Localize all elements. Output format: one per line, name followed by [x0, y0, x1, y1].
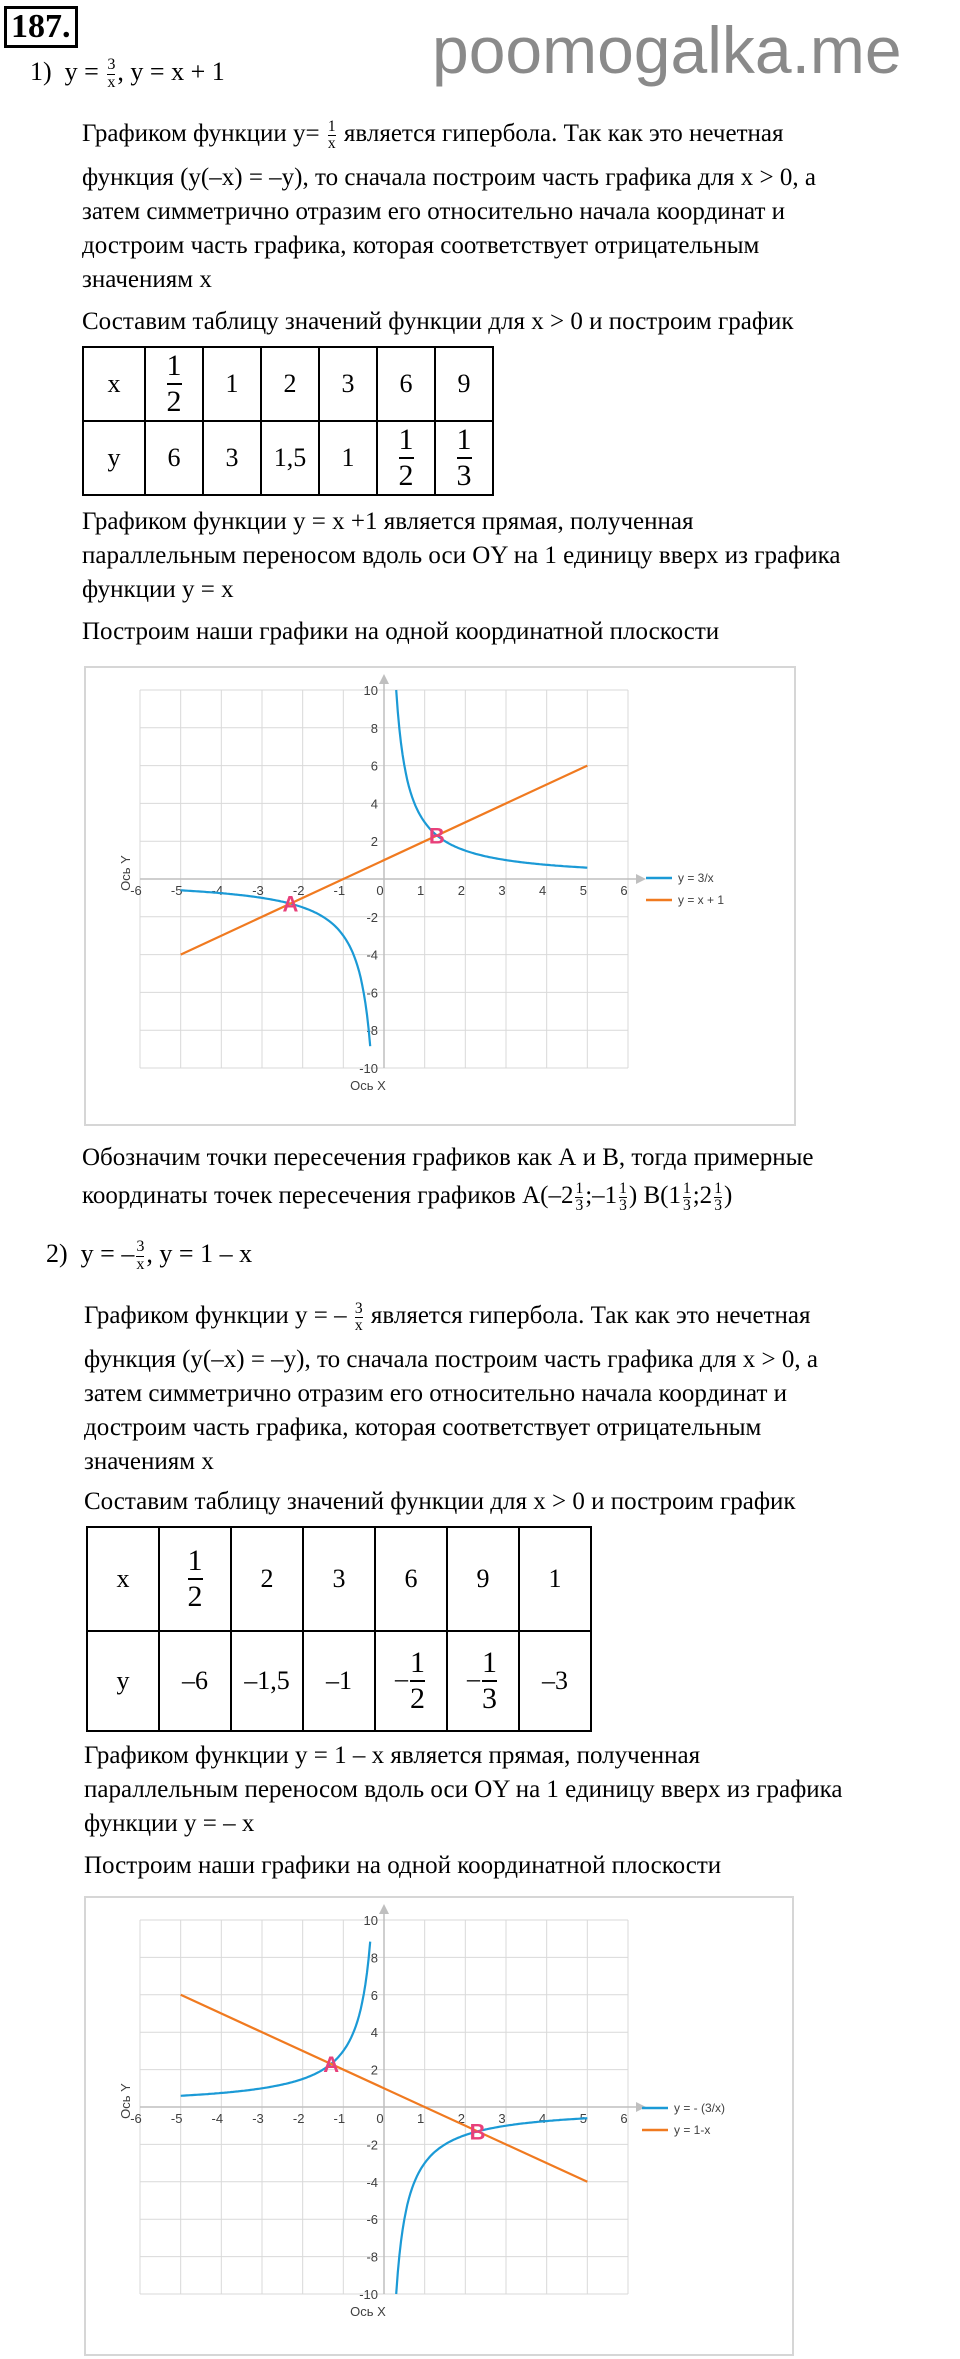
- fraction: $\frac{1}{3}$: [456, 423, 472, 492]
- table-cell: – $\frac{1}{3}$: [447, 1631, 519, 1731]
- x-axis-title: Ось X: [350, 1078, 386, 1093]
- part1-line-text: функции у = х: [82, 576, 234, 603]
- part1-plot-intro: Построим наши графики на одной координатной плоскости: [82, 618, 720, 645]
- y-axis-title: Ось Y: [118, 2083, 133, 2119]
- table-cell: 6: [145, 421, 203, 495]
- table-cell: [435, 421, 493, 495]
- part2-values-table: [86, 1526, 592, 1732]
- table-row: [87, 1631, 591, 1731]
- fraction: $\frac{3}{x}$: [354, 1300, 363, 1334]
- part1-paragraph-line: Графиком функции у= $\frac{1}{x}$ является гипербола. Так как это нечетная: [82, 118, 784, 152]
- part2-paragraph-line: функция (у(–х) = –у), то сначала построим часть графика для х > 0, а: [84, 1346, 818, 1373]
- part1-paragraph-line: функция (у(–х) = –у), то сначала построим часть графика для х > 0, а: [82, 164, 816, 191]
- table-row: [83, 421, 493, 495]
- fraction: $\frac{1}{3}$: [482, 1646, 497, 1715]
- part1-paragraph-line: достроим часть графика, которая соответствует отрицательным: [82, 232, 760, 259]
- part1-paragraph-line: значениям х: [82, 266, 212, 293]
- fraction: $\frac{1}{x}$: [327, 118, 336, 152]
- x-tick-label: 0: [376, 2111, 384, 2126]
- part2-equation: 2) y = – $\frac{3}{x}$ , y = 1 – x: [46, 1238, 253, 1273]
- y-tick-label: 4: [370, 796, 378, 812]
- y-tick-label: 8: [370, 720, 378, 736]
- x-tick-label: 2: [457, 2111, 465, 2126]
- table-cell: [159, 1527, 231, 1631]
- legend-label: y = 1-x: [674, 2123, 711, 2137]
- y-tick-label: -8: [366, 2249, 378, 2265]
- table-cell: –6: [159, 1631, 231, 1731]
- y-tick-label: -6: [366, 985, 378, 1001]
- series-line-hyperbola: [181, 890, 371, 1046]
- x-tick-label: -5: [170, 2111, 183, 2126]
- table-cell: 9: [435, 347, 493, 421]
- y-axis-title: Ось Y: [118, 855, 133, 891]
- part1-label: 1): [30, 57, 52, 86]
- table-cell: – $\frac{1}{2}$: [375, 1631, 447, 1731]
- x-axis-title: Ось X: [350, 2304, 386, 2319]
- table-cell: x: [83, 347, 145, 421]
- chart-2: [86, 1898, 792, 2354]
- table-cell: y: [83, 421, 145, 495]
- table-cell: 2: [261, 347, 319, 421]
- table-cell: 6: [377, 347, 435, 421]
- x-tick-label: 4: [539, 2111, 547, 2126]
- y-tick-label: -4: [366, 2174, 378, 2190]
- part2-paragraph-line: значениям х: [84, 1448, 214, 1475]
- y-tick-label: 10: [363, 1913, 378, 1928]
- x-tick-label: 6: [620, 883, 628, 898]
- y-tick-label: -6: [366, 2212, 378, 2228]
- table-cell: –1: [303, 1631, 375, 1731]
- x-tick-label: 4: [539, 883, 547, 898]
- table-cell: 1: [203, 347, 261, 421]
- legend-label: y = x + 1: [678, 893, 725, 907]
- fraction: $\frac{1}{3}$: [682, 1180, 691, 1214]
- x-tick-label: -5: [170, 883, 183, 898]
- table-cell: 1: [519, 1527, 591, 1631]
- x-axis-arrow-icon: [636, 874, 646, 884]
- table-cell: x: [87, 1527, 159, 1631]
- y-tick-label: 2: [370, 834, 378, 850]
- part2-paragraph-line: затем симметрично отразим его относительно начала координат и: [84, 1380, 788, 1407]
- table-cell: 1,5: [261, 421, 319, 495]
- table-cell: [145, 347, 203, 421]
- fraction: $\frac{3}{x}$: [107, 56, 116, 91]
- table-cell: 6: [375, 1527, 447, 1631]
- x-tick-label: 0: [376, 883, 384, 898]
- x-tick-label: 1: [417, 883, 425, 898]
- y-tick-label: -10: [359, 2287, 378, 2302]
- x-tick-label: -6: [130, 883, 142, 898]
- x-tick-label: 3: [498, 883, 506, 898]
- y-tick-label: 8: [370, 1950, 378, 1966]
- series-line-hyperbola: [181, 1942, 371, 2096]
- point-label: A: [282, 891, 299, 917]
- legend-label: y = - (3/x): [674, 2101, 726, 2115]
- part2-paragraph-line: достроим часть графика, которая соответствует отрицательным: [84, 1414, 762, 1441]
- part1-paragraph-line: затем симметрично отразим его относительно начала координат и: [82, 198, 786, 225]
- y-tick-label: -4: [366, 947, 378, 963]
- fraction: $\frac{1}{3}$: [575, 1180, 584, 1214]
- x-tick-label: 2: [457, 883, 465, 898]
- part2-label: 2): [46, 1239, 68, 1268]
- x-tick-label: -1: [333, 883, 346, 898]
- x-tick-label: -3: [252, 2111, 264, 2126]
- part1-line-text: Графиком функции у = х +1 является прямая, полученная: [82, 508, 694, 535]
- x-tick-label: -2: [292, 883, 305, 898]
- y-tick-label: -2: [366, 909, 378, 925]
- fraction: $\frac{1}{2}$: [410, 1646, 425, 1715]
- part1-conclusion-coords: координаты точек пересечения графиков А(–2 $\frac{1}{3}$ ;–1 $\frac{1}{3}$ ) В(1 $\frac{1}{3}$ ;2 $\frac{1}{3}$ ): [82, 1180, 733, 1214]
- part2-line-text: параллельным переносом вдоль оси OY на 1 единицу вверх из графика: [84, 1776, 843, 1803]
- chart-2-frame: [84, 1896, 794, 2356]
- x-tick-label: -1: [333, 2111, 346, 2126]
- part1-equation: 1) y = $\frac{3}{x}$ , y = x + 1: [30, 56, 225, 91]
- x-tick-label: 5: [579, 883, 587, 898]
- point-label: B: [428, 823, 445, 849]
- legend-label: y = 3/x: [678, 871, 714, 885]
- x-tick-label: -4: [211, 2111, 224, 2126]
- fraction: $\frac{1}{2}$: [398, 423, 414, 492]
- y-tick-label: 6: [370, 758, 378, 774]
- y-tick-label: -8: [366, 1023, 378, 1039]
- y-axis-arrow-icon: [379, 674, 389, 684]
- fraction: $\frac{3}{x}$: [136, 1238, 145, 1273]
- fraction: $\frac{1}{3}$: [619, 1180, 627, 1214]
- part2-line-text: функции у = – х: [84, 1810, 255, 1837]
- fraction: $\frac{1}{3}$: [714, 1180, 722, 1214]
- fraction: $\frac{1}{2}$: [187, 1544, 203, 1613]
- part2-table-intro: Составим таблицу значений функции для х > 0 и построим график: [84, 1488, 796, 1515]
- table-cell: 1: [319, 421, 377, 495]
- y-tick-label: 2: [370, 2062, 378, 2078]
- point-label: A: [323, 2051, 340, 2077]
- fraction: $\frac{1}{2}$: [166, 349, 182, 418]
- x-tick-label: -6: [130, 2111, 142, 2126]
- x-tick-label: -4: [211, 883, 224, 898]
- table-cell: y: [87, 1631, 159, 1731]
- table-cell: –1,5: [231, 1631, 303, 1731]
- x-tick-label: 6: [620, 2111, 628, 2126]
- chart-1-frame: [84, 666, 796, 1126]
- part1-conclusion: Обозначим точки пересечения графиков как А и В, тогда примерные: [82, 1144, 814, 1171]
- table-cell: 3: [203, 421, 261, 495]
- y-tick-label: -2: [366, 2137, 378, 2153]
- table-cell: 9: [447, 1527, 519, 1631]
- table-row: [83, 347, 493, 421]
- x-tick-label: 5: [579, 2111, 587, 2126]
- chart-1: [86, 668, 794, 1124]
- part2-paragraph-line: Графиком функции у = – $\frac{3}{x}$ является гипербола. Так как это нечетная: [84, 1300, 811, 1334]
- x-tick-label: -3: [252, 883, 264, 898]
- x-tick-label: 3: [498, 2111, 506, 2126]
- y-tick-label: -10: [359, 1061, 378, 1076]
- table-cell: 3: [319, 347, 377, 421]
- part1-values-table: [82, 346, 494, 496]
- part1-line-text: параллельным переносом вдоль оси OY на 1 единицу вверх из графика: [82, 542, 841, 569]
- y-tick-label: 6: [370, 1987, 378, 2003]
- table-cell: 2: [231, 1527, 303, 1631]
- problem-number: 187.: [4, 6, 78, 48]
- y-tick-label: 10: [363, 683, 378, 698]
- table-row: [87, 1527, 591, 1631]
- part2-plot-intro: Построим наши графики на одной координатной плоскости: [84, 1852, 722, 1879]
- y-axis-arrow-icon: [379, 1904, 389, 1914]
- y-tick-label: 4: [370, 2025, 378, 2041]
- point-label: B: [469, 2119, 486, 2145]
- x-tick-label: 1: [417, 2111, 425, 2126]
- x-tick-label: -2: [292, 2111, 305, 2126]
- table-cell: [377, 421, 435, 495]
- table-cell: –3: [519, 1631, 591, 1731]
- table-cell: 3: [303, 1527, 375, 1631]
- watermark: poomogalka.me: [432, 13, 902, 87]
- part2-line-text: Графиком функции у = 1 – х является прямая, полученная: [84, 1742, 701, 1769]
- part1-table-intro: Составим таблицу значений функции для х > 0 и построим график: [82, 308, 794, 335]
